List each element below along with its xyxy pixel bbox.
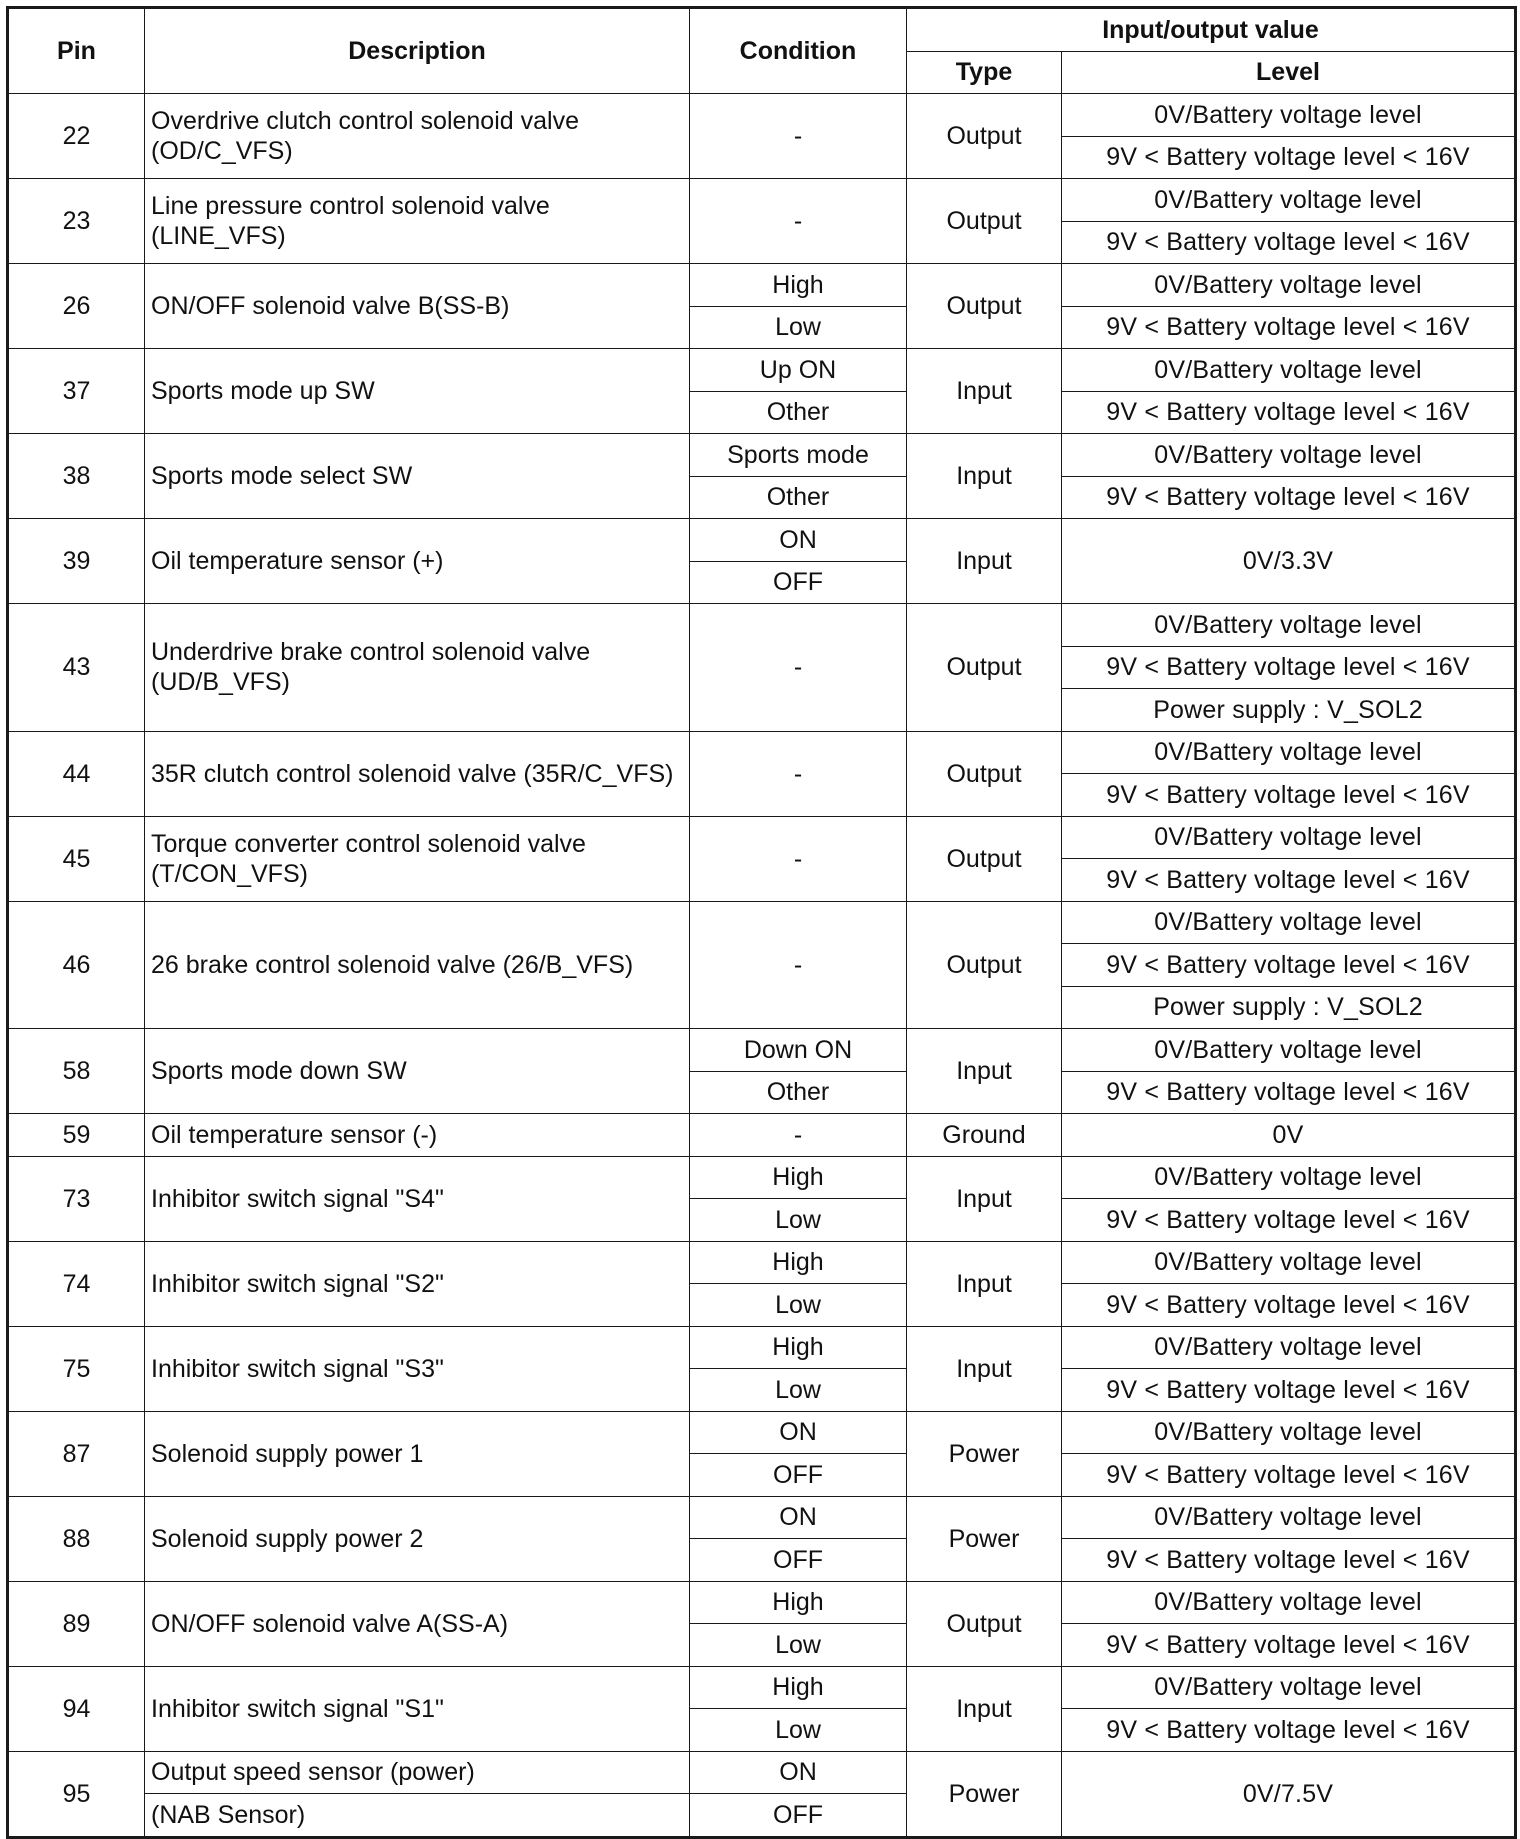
level-cell: 9V < Battery voltage level < 16V — [1062, 646, 1516, 689]
type-cell: Input — [907, 1029, 1062, 1114]
table-row — [8, 1751, 1516, 1794]
level-cell: 0V/Battery voltage level — [1062, 264, 1516, 307]
condition-cell: - — [690, 901, 907, 1029]
level-cell: 9V < Battery voltage level < 16V — [1062, 136, 1516, 179]
description-cell — [145, 94, 690, 179]
description-line: Sports mode select SW — [151, 462, 413, 490]
pin-cell: 43 — [8, 604, 145, 732]
table-row — [8, 731, 1516, 774]
level-cell: 0V/Battery voltage level — [1062, 1029, 1516, 1072]
level-cell: 9V < Battery voltage level < 16V — [1062, 1071, 1516, 1114]
level-cell: 9V < Battery voltage level < 16V — [1062, 1539, 1516, 1582]
level-cell: 9V < Battery voltage level < 16V — [1062, 1454, 1516, 1497]
header-level: Level — [1062, 51, 1516, 94]
description-cell — [145, 816, 690, 901]
table-row — [8, 434, 1516, 477]
description-cell — [145, 1581, 690, 1666]
level-cell: 0V/Battery voltage level — [1062, 179, 1516, 222]
pin-cell: 95 — [8, 1751, 145, 1837]
description-cell — [145, 264, 690, 349]
description-line: Solenoid supply power 2 — [151, 1524, 424, 1553]
pin-cell: 26 — [8, 264, 145, 349]
description-cell — [145, 179, 690, 264]
level-cell: 9V < Battery voltage level < 16V — [1062, 391, 1516, 434]
level-cell: 0V/Battery voltage level — [1062, 94, 1516, 137]
description-line: 35R clutch control solenoid valve (35R/C_VFS) — [151, 759, 674, 788]
level-cell: 9V < Battery voltage level < 16V — [1062, 1199, 1516, 1242]
condition-cell: OFF — [690, 1539, 907, 1582]
level-cell: 0V/Battery voltage level — [1062, 731, 1516, 774]
level-cell: 0V/Battery voltage level — [1062, 604, 1516, 647]
description-line: Underdrive brake control solenoid valve — [151, 638, 591, 667]
level-cell: 9V < Battery voltage level < 16V — [1062, 306, 1516, 349]
description-line: (OD/C_VFS) — [151, 137, 293, 165]
description-cell — [145, 1666, 690, 1751]
condition-cell: High — [690, 1326, 907, 1369]
type-cell: Output — [907, 901, 1062, 1029]
pin-cell: 94 — [8, 1666, 145, 1751]
table-row — [8, 1496, 1516, 1539]
level-cell: 0V/Battery voltage level — [1062, 1156, 1516, 1199]
table-row — [8, 349, 1516, 392]
type-cell: Output — [907, 1581, 1062, 1666]
condition-cell: ON — [690, 1496, 907, 1539]
description-line: ON/OFF solenoid valve B(SS-B) — [151, 292, 510, 320]
pin-cell: 58 — [8, 1029, 145, 1114]
level-cell: 0V/Battery voltage level — [1062, 816, 1516, 859]
table-row — [8, 1581, 1516, 1624]
table-row — [8, 179, 1516, 222]
header-row-1 — [8, 8, 1516, 52]
condition-cell: ON — [690, 1751, 907, 1794]
condition-cell: - — [690, 731, 907, 816]
level-cell: 9V < Battery voltage level < 16V — [1062, 859, 1516, 902]
table-row — [8, 1114, 1516, 1157]
condition-cell: Low — [690, 1624, 907, 1667]
condition-cell: Other — [690, 1071, 907, 1114]
description-line: Oil temperature sensor (+) — [151, 547, 444, 575]
condition-cell: - — [690, 816, 907, 901]
level-cell: Power supply : V_SOL2 — [1062, 689, 1516, 732]
type-cell: Output — [907, 179, 1062, 264]
level-cell: 0V/Battery voltage level — [1062, 434, 1516, 477]
pin-cell: 37 — [8, 349, 145, 434]
condition-cell: High — [690, 1156, 907, 1199]
description-line: Sports mode up SW — [151, 377, 375, 405]
condition-cell: Low — [690, 1369, 907, 1412]
description-line: (T/CON_VFS) — [151, 859, 308, 888]
table-row — [8, 1156, 1516, 1199]
condition-cell: Sports mode — [690, 434, 907, 477]
type-cell: Output — [907, 264, 1062, 349]
description-cell: Output speed sensor (power) — [145, 1751, 690, 1794]
level-cell: 0V/Battery voltage level — [1062, 1241, 1516, 1284]
type-cell: Input — [907, 519, 1062, 604]
description-line: Overdrive clutch control solenoid valve — [151, 107, 579, 135]
condition-cell: - — [690, 94, 907, 179]
pin-cell: 39 — [8, 519, 145, 604]
type-cell: Ground — [907, 1114, 1062, 1157]
level-cell: 0V/7.5V — [1062, 1751, 1516, 1837]
pin-cell: 23 — [8, 179, 145, 264]
pin-cell: 45 — [8, 816, 145, 901]
condition-cell: Low — [690, 1199, 907, 1242]
description-line: Inhibitor switch signal "S2" — [151, 1269, 444, 1298]
level-cell: 0V/Battery voltage level — [1062, 1496, 1516, 1539]
condition-cell: OFF — [690, 1794, 907, 1838]
level-cell: 0V/3.3V — [1062, 519, 1516, 604]
description-line: (LINE_VFS) — [151, 222, 286, 250]
description-cell — [145, 1029, 690, 1114]
pin-cell: 88 — [8, 1496, 145, 1581]
type-cell: Output — [907, 731, 1062, 816]
description-cell — [145, 1241, 690, 1326]
table-row — [8, 1411, 1516, 1454]
condition-cell: Up ON — [690, 349, 907, 392]
table-body — [8, 94, 1516, 1838]
description-line: Oil temperature sensor (-) — [151, 1120, 438, 1149]
type-cell: Output — [907, 816, 1062, 901]
level-cell: 0V/Battery voltage level — [1062, 1581, 1516, 1624]
pin-cell: 89 — [8, 1581, 145, 1666]
header-description: Description — [145, 8, 690, 94]
description-line: (UD/B_VFS) — [151, 668, 290, 697]
level-cell: 9V < Battery voltage level < 16V — [1062, 1284, 1516, 1327]
pin-cell: 87 — [8, 1411, 145, 1496]
table-row — [8, 816, 1516, 859]
condition-cell: OFF — [690, 561, 907, 604]
pin-cell: 73 — [8, 1156, 145, 1241]
pin-cell: 46 — [8, 901, 145, 1029]
description-cell — [145, 1114, 690, 1157]
pin-cell: 75 — [8, 1326, 145, 1411]
condition-cell: High — [690, 264, 907, 307]
table-header — [8, 8, 1516, 94]
condition-cell: Low — [690, 306, 907, 349]
pin-cell: 74 — [8, 1241, 145, 1326]
level-cell: 0V/Battery voltage level — [1062, 901, 1516, 944]
condition-cell: Other — [690, 476, 907, 519]
type-cell: Input — [907, 1326, 1062, 1411]
description-cell — [145, 901, 690, 1029]
type-cell: Input — [907, 349, 1062, 434]
description-cell: (NAB Sensor) — [145, 1794, 690, 1838]
table-row — [8, 1666, 1516, 1709]
table-row — [8, 264, 1516, 307]
description-cell — [145, 731, 690, 816]
condition-cell: OFF — [690, 1454, 907, 1497]
level-cell: 9V < Battery voltage level < 16V — [1062, 1369, 1516, 1412]
description-line: 26 brake control solenoid valve (26/B_VFS) — [151, 950, 634, 979]
type-cell: Power — [907, 1411, 1062, 1496]
description-line: Solenoid supply power 1 — [151, 1439, 424, 1468]
condition-cell: Other — [690, 391, 907, 434]
type-cell: Input — [907, 1156, 1062, 1241]
table-row — [8, 94, 1516, 137]
table-row — [8, 519, 1516, 562]
table-row — [8, 1029, 1516, 1072]
condition-cell: ON — [690, 519, 907, 562]
level-cell: 9V < Battery voltage level < 16V — [1062, 1709, 1516, 1752]
table-row — [8, 604, 1516, 647]
description-cell — [145, 1411, 690, 1496]
condition-cell: - — [690, 604, 907, 732]
condition-cell: Down ON — [690, 1029, 907, 1072]
description-line: Sports mode down SW — [151, 1057, 407, 1085]
type-cell: Input — [907, 1241, 1062, 1326]
pin-cell: 44 — [8, 731, 145, 816]
header-io-value: Input/output value — [907, 8, 1516, 52]
header-condition: Condition — [690, 8, 907, 94]
level-cell: 0V/Battery voltage level — [1062, 1326, 1516, 1369]
table-row — [8, 1241, 1516, 1284]
condition-cell: ON — [690, 1411, 907, 1454]
description-line: ON/OFF solenoid valve A(SS-A) — [151, 1609, 509, 1638]
condition-cell: - — [690, 179, 907, 264]
condition-cell: High — [690, 1241, 907, 1284]
header-type: Type — [907, 51, 1062, 94]
type-cell: Output — [907, 94, 1062, 179]
description-line: Line pressure control solenoid valve — [151, 192, 550, 220]
description-cell — [145, 1156, 690, 1241]
pin-cell: 22 — [8, 94, 145, 179]
level-cell: 9V < Battery voltage level < 16V — [1062, 944, 1516, 987]
description-line: Inhibitor switch signal "S1" — [151, 1694, 444, 1723]
level-cell: Power supply : V_SOL2 — [1062, 986, 1516, 1029]
description-line: Torque converter control solenoid valve — [151, 829, 586, 858]
type-cell: Power — [907, 1751, 1062, 1837]
description-cell — [145, 1496, 690, 1581]
description-cell — [145, 1326, 690, 1411]
pin-cell: 59 — [8, 1114, 145, 1157]
level-cell: 0V/Battery voltage level — [1062, 1411, 1516, 1454]
level-cell: 9V < Battery voltage level < 16V — [1062, 221, 1516, 264]
condition-cell: High — [690, 1581, 907, 1624]
level-cell: 0V/Battery voltage level — [1062, 349, 1516, 392]
level-cell: 9V < Battery voltage level < 16V — [1062, 774, 1516, 817]
pin-table — [6, 6, 1517, 1839]
description-cell — [145, 519, 690, 604]
description-cell — [145, 604, 690, 732]
type-cell: Power — [907, 1496, 1062, 1581]
condition-cell: - — [690, 1114, 907, 1157]
level-cell: 0V/Battery voltage level — [1062, 1666, 1516, 1709]
description-cell — [145, 349, 690, 434]
table-row — [8, 901, 1516, 944]
condition-cell: Low — [690, 1284, 907, 1327]
condition-cell: High — [690, 1666, 907, 1709]
type-cell: Input — [907, 434, 1062, 519]
level-cell: 9V < Battery voltage level < 16V — [1062, 476, 1516, 519]
description-line: Inhibitor switch signal "S3" — [151, 1354, 444, 1383]
type-cell: Output — [907, 604, 1062, 732]
level-cell: 0V — [1062, 1114, 1516, 1157]
table-row — [8, 1326, 1516, 1369]
level-cell: 9V < Battery voltage level < 16V — [1062, 1624, 1516, 1667]
type-cell: Input — [907, 1666, 1062, 1751]
condition-cell: Low — [690, 1709, 907, 1752]
pin-cell: 38 — [8, 434, 145, 519]
description-cell — [145, 434, 690, 519]
description-line: Inhibitor switch signal "S4" — [151, 1184, 444, 1213]
header-pin: Pin — [8, 8, 145, 94]
